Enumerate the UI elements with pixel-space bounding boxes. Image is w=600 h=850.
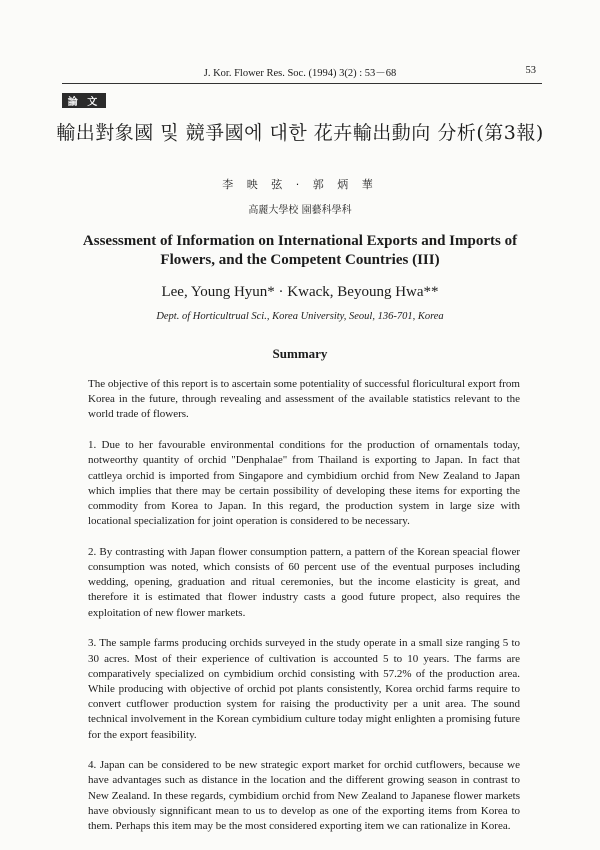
authors-english: Lee, Young Hyun* · Kwack, Beyoung Hwa** — [161, 284, 439, 300]
title-korean: 輸出對象國 및 競爭國에 대한 花卉輸出動向 分析(第3報) — [56, 122, 544, 144]
summary-paragraph-3: 3. The sample farms producing orchids surveyed in the study operate in a small size ranging 5 to 30 acres. Most of their experience of cultivation is accounted 5 to 10 years. The farms are comparatively specialized on cymbidium orchid consisting with 57.2% of the production area. While producing with objective of orchid pot plants consistently, Korea orchid farms require to convert cutflower production system for raising the productivity per a unit area. The sound technical involvement in the Korean cymbidium culture today might enlighten a promising future for the export feasibility. — [88, 637, 520, 741]
summary-heading: Summary — [272, 346, 328, 361]
page-number: 53 — [525, 65, 536, 76]
header-divider — [62, 83, 542, 84]
affiliation-english: Dept. of Horticultrual Sci., Korea University, Seoul, 136-701, Korea — [156, 311, 444, 322]
summary-paragraph-2: 2. By contrasting with Japan flower consumption pattern, a pattern of the Korean speacial flower consumption was noted, which consists of 60 percent use of the eventual purposes including wedding, opening, graduation and ritual ceremonies, but the income elasticity is great, and therefore it is estimated that flower industry casts a good future propect, also requires the exploitation of new flower markets. — [88, 545, 520, 619]
summary-paragraph-1: 1. Due to her favourable environmental conditions for the production of ornamentals today, notweorthy quantity of orchid "Denphalae" from Thailand is exporting to Japan. In fact that cattleya orchid is imported from Singapore and cymbidium orchid from New Zealand to Japan which implies that there may be certain possibility of developing these items for exporting the commodity from Korea to Japan. In this regard, the production system in large size with locational specialization for joint operation is considered to be necessary. — [88, 439, 520, 528]
title-english: Assessment of Information on International Exports and Imports of Flowers, and the Competent Countries (III) — [82, 233, 518, 268]
authors-korean: 李 映 弦 · 郭 炳 華 — [222, 178, 378, 191]
summary-body — [88, 377, 520, 850]
journal-reference: J. Kor. Flower Res. Soc. (1994) 3(2) : 53－68 — [203, 68, 397, 79]
section-tag: 論 文 — [62, 93, 106, 108]
affiliation-korean: 高麗大學校 園藝科學科 — [248, 205, 352, 216]
summary-paragraph-intro: The objective of this report is to ascertain some potentiality of successful floricultural export from Korea in the future, through revealing and assessment of the available statistics relevant to the world trade of flowers. — [88, 378, 520, 421]
summary-paragraph-4: 4. Japan can be considered to be new strategic export market for orchid cutflowers, because we have advantages such as distance in the location and the different growing season in contrast to New Zealand. In these regards, cymbidium orchid from New Zealand to Japanese flower markets have obviously signnificant mean to us to develop as one of the exporting items from Korea to them. Perhaps this item may be the most considered exporting item we can rationalize in Korea. — [88, 759, 520, 833]
running-header — [0, 65, 600, 79]
